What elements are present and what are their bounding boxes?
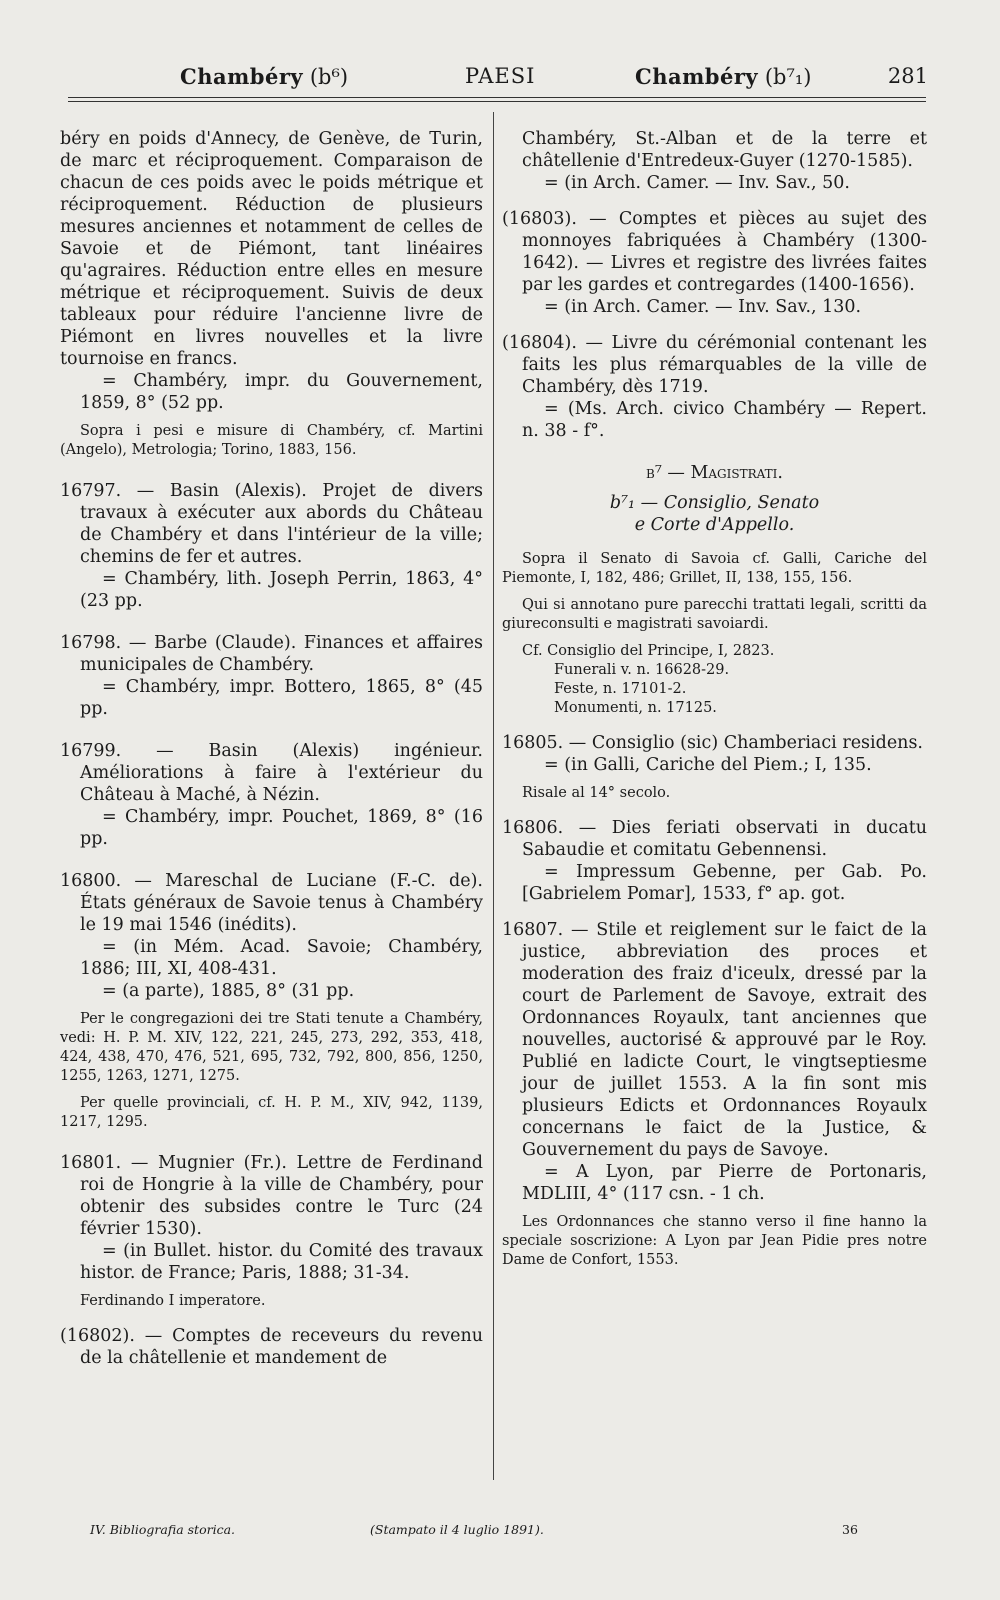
left-column (60, 128, 483, 1369)
header-left: Chambéry (b⁶) (180, 64, 349, 89)
entry-16807-note: Les Ordonnances che stanno verso il fine hanno la speciale soscrizione: A Lyon par Jean Pidie pres notre Dame de Confort, 1553. (502, 1214, 927, 1268)
entry-16806: 16806. — Dies feriati observati in ducatu Sabaudie et comitatu Gebennensi. (502, 818, 927, 860)
entry-16803: (16803). — Comptes et pièces au sujet des monnoyes fabriquées à Chambéry (1300-1642). — Livres et registre des livrées faites par les gardes et contregardes (1400-1656). (502, 209, 927, 295)
entry-16801-note: Ferdinando I imperatore. (80, 1293, 266, 1309)
entry-16801-publication: = (in Bullet. histor. du Comité des travaux histor. de France; Paris, 1888; 31-34. (80, 1241, 483, 1283)
entry-16807-publication: = A Lyon, par Pierre de Portonaris, MDLIII, 4° (117 csn. - 1 ch. (522, 1162, 927, 1204)
entry-16806-publication: = Impressum Gebenne, per Gab. Po. [Gabrielem Pomar], 1533, f° ap. got. (522, 862, 927, 904)
header-center: PAESI (465, 64, 536, 88)
header-rule-2 (68, 101, 926, 102)
entry-16799: 16799. — Basin (Alexis) ingénieur. Améliorations à faire à l'extérieur du Château à Maché, à Nézin. (60, 741, 483, 805)
entry-16803-publication: = (in Arch. Camer. — Inv. Sav., 130. (544, 297, 862, 317)
header-rule (68, 97, 926, 98)
note-senato: Sopra il Senato di Savoia cf. Galli, Cariche del Piemonte, I, 182, 486; Grillet, II, 138, 155, 156. (502, 551, 927, 586)
footer-signature: IV. Bibliografia storica. (90, 1522, 235, 1537)
entry-16800-note-2: Per quelle provinciali, cf. H. P. M., XIV, 942, 1139, 1217, 1295. (60, 1095, 483, 1130)
entry-16801: 16801. — Mugnier (Fr.). Lettre de Ferdinand roi de Hongrie à la ville de Chambéry, pour obtenir des subsides contre le Turc (24 février 1530). (60, 1153, 483, 1239)
entry-note: Sopra i pesi e misure di Chambéry, cf. Martini (Angelo), Metrologia; Torino, 1883, 156. (60, 423, 483, 458)
entry-16797-publication: = Chambéry, lith. Joseph Perrin, 1863, 4° (23 pp. (80, 569, 483, 611)
entry-16802: (16802). — Comptes de receveurs du revenu de la châtellenie et mandement de (60, 1326, 483, 1368)
entry-publication: = Chambéry, impr. du Gouvernement, 1859, 8° (52 pp. (80, 371, 483, 413)
entry-continuation-right: Chambéry, St.-Alban et de la terre et châtellenie d'Entredeux-Guyer (1270-1585). (522, 129, 927, 171)
entry-16800: 16800. — Mareschal de Luciane (F.-C. de). États généraux de Savoie tenus à Chambéry le 19 mai 1546 (inédits). (60, 871, 483, 935)
cross-reference: Monumenti, n. 17125. (554, 700, 717, 716)
entry-16805-publication: = (in Galli, Cariche del Piem.; I, 135. (544, 755, 872, 775)
section-title: b⁷ — Magistrati. (646, 463, 783, 483)
note-trattati: Qui si annotano pure parecchi trattati legali, scritti da giureconsulti e magistrati savoiardi. (502, 597, 927, 632)
entry-16805-note: Risale al 14° secolo. (522, 785, 671, 801)
running-header (60, 60, 930, 100)
cross-reference: Cf. Consiglio del Principe, I, 2823. (522, 643, 775, 659)
entry-16805: 16805. — Consiglio (sic) Chamberiaci residens. (502, 733, 923, 753)
entry-16804-publication: = (Ms. Arch. civico Chambéry — Repert. n. 38 - f°. (522, 399, 927, 441)
page-number: 281 (887, 64, 928, 88)
header-right: Chambéry (b⁷₁) (635, 64, 812, 89)
subsection-title: b⁷₁ — Consiglio, Senato (609, 493, 820, 513)
entry-continuation: béry en poids d'Annecy, de Genève, de Turin, de marc et réciproquement. Comparaison de chacun de ces poids avec le poids métrique et réciproquement. Réduction de plusieurs mesures anciennes et notamment de celles de Savoie et de Piémont, tant linéaires qu'agraires. Réduction entre elles en mesure métrique et réciproquement. Suivis de deux tableaux pour réduire l'ancienne livre de Piémont en livres nouvelles et la livre tournoise en francs. (60, 129, 483, 369)
footer-print-date: (Stampato il 4 luglio 1891). (370, 1522, 544, 1537)
subsection-title-2: e Corte d'Appello. (634, 515, 795, 535)
entry-16807: 16807. — Stile et reiglement sur le faict de la justice, abbreviation des proces et moderation des fraiz d'iceulx, dressé par la court de Parlement de Savoye, extrait des Ordonnances Royaulx, tant anciennes que nouvelles, auctorisé & approuvé par le Roy. Publié en ladicte Court, le vingtseptiesme jour de juillet 1553. A la fin sont mis plusieurs Edicts et Ordonnances Royaulx concernans le faict de la Justice, & Gouvernement du pays de Savoye. (502, 920, 927, 1160)
entry-16799-publication: = Chambéry, impr. Pouchet, 1869, 8° (16 pp. (80, 807, 483, 849)
entry-continuation-right-publication: = (in Arch. Camer. — Inv. Sav., 50. (544, 173, 850, 193)
entry-16800-publication-2: = (a parte), 1885, 8° (31 pp. (102, 981, 355, 1001)
right-column (502, 128, 927, 1270)
entry-16798-publication: = Chambéry, impr. Bottero, 1865, 8° (45 pp. (80, 677, 483, 719)
cross-reference: Feste, n. 17101-2. (554, 681, 687, 697)
footer-sheet-number: 36 (842, 1522, 858, 1537)
entry-16800-publication: = (in Mém. Acad. Savoie; Chambéry, 1886; III, XI, 408-431. (80, 937, 483, 979)
entry-16804: (16804). — Livre du cérémonial contenant les faits les plus rémarquables de la ville de Chambéry, dès 1719. (502, 333, 927, 397)
entry-16800-note: Per le congregazioni dei tre Stati tenute a Chambéry, vedi: H. P. M. XIV, 122, 221, 245, 273, 292, 353, 418, 424, 438, 470, 476, 521, 695, 732, 792, 800, 856, 1250, 1255, 1263, 1271, 1275. (60, 1011, 483, 1084)
entry-16798: 16798. — Barbe (Claude). Finances et affaires municipales de Chambéry. (60, 633, 483, 675)
column-divider (493, 112, 494, 1480)
entry-16797: 16797. — Basin (Alexis). Projet de divers travaux à exécuter aux abords du Château de Chambéry et dans l'intérieur de la ville; chemins de fer et autres. (60, 481, 483, 567)
cross-reference: Funerali v. n. 16628-29. (554, 662, 730, 678)
